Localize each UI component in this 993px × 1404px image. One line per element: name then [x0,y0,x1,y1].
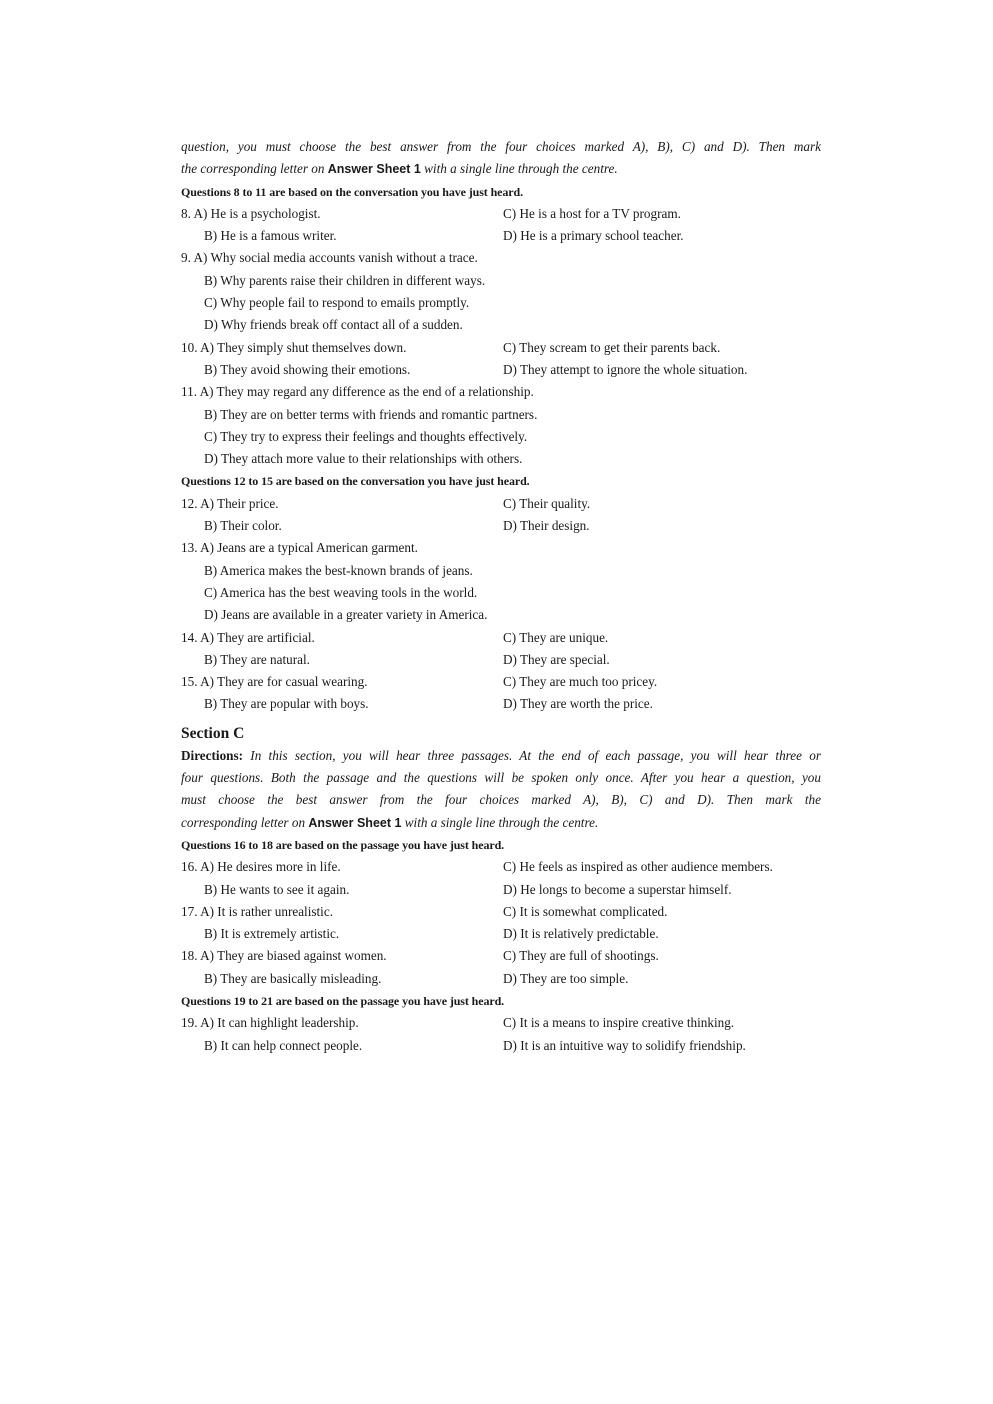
option-d: D) He is a primary school teacher. [503,228,684,244]
option-a: A) Why social media accounts vanish without a trace. [193,250,478,266]
question-17-row-1 [181,901,821,923]
question-18-row-1 [181,945,821,967]
answer-sheet-label: Answer Sheet 1 [308,815,402,830]
question-17-row-2 [181,923,821,945]
option-b: B) Their color. [204,518,282,534]
exam-page [181,136,821,1057]
question-8-row-1 [181,203,821,225]
section-c-title: Section C [181,724,245,742]
option-c: C) It is somewhat complicated. [503,903,668,919]
option-c: C) They are unique. [503,629,609,645]
question-13-row-1 [181,537,821,559]
question-11-row-1 [181,381,821,403]
option-b: B) He wants to see it again. [204,881,350,897]
directions-text-1: In this section, you will hear three passages. At the end of each passage, you will hear three or [250,747,821,763]
question-number: 15. [181,674,198,690]
answer-sheet-label: Answer Sheet 1 [327,162,421,177]
question-13-option-b: B) America makes the best-known brands of jeans. [204,562,473,578]
question-9-option-c: C) Why people fail to respond to emails promptly. [204,295,470,311]
question-number: 10. [181,339,198,355]
directions-line-4 [181,812,821,834]
question-10-row-1 [181,337,821,359]
option-d: D) They are special. [503,651,610,667]
option-c: C) He feels as inspired as other audience members. [503,859,773,875]
question-number: 8. [181,205,191,221]
question-9-row-1 [181,247,821,269]
option-c: C) They scream to get their parents back. [503,339,721,355]
question-9-option-b: B) Why parents raise their children in different ways. [204,272,486,288]
directions-line-3: must choose the best answer from the four choices marked A), B), C) and D). Then mark the [181,792,821,808]
option-d: D) Their design. [503,518,590,534]
question-12-row-1 [181,493,821,515]
question-16-row-1 [181,856,821,878]
option-d: D) He longs to become a superstar himself. [503,881,732,897]
question-number: 13. [181,540,198,556]
question-number: 16. [181,859,198,875]
question-14-row-2 [181,649,821,671]
option-b: B) It is extremely artistic. [204,926,340,942]
option-a: A) It is rather unrealistic. [200,903,333,919]
option-b: B) They are natural. [204,651,310,667]
question-8-row-2 [181,225,821,247]
option-a: A) They are artificial. [200,629,315,645]
option-a: A) They may regard any difference as the end of a relationship. [199,384,534,400]
option-c: C) They are full of shootings. [503,948,659,964]
group-heading: Questions 16 to 18 are based on the passage you have just heard. [181,837,505,852]
option-d: D) It is an intuitive way to solidify friendship. [503,1037,746,1053]
question-11-option-d: D) They attach more value to their relationships with others. [204,451,523,467]
option-b: B) They are popular with boys. [204,696,369,712]
directions-line-4-after: with a single line through the centre. [404,814,599,830]
option-a: A) It can highlight leadership. [200,1015,359,1031]
question-18-row-2 [181,968,821,990]
question-number: 17. [181,903,198,919]
option-a: A) Their price. [200,495,279,511]
question-11-option-c: C) They try to express their feelings and thoughts effectively. [204,428,528,444]
question-number: 11. [181,384,197,400]
option-b: B) It can help connect people. [204,1037,363,1053]
intro-line-2 [181,158,821,180]
group-heading: Questions 8 to 11 are based on the conversation you have just heard. [181,184,523,199]
question-12-row-2 [181,515,821,537]
question-number: 18. [181,948,198,964]
question-16-row-2 [181,879,821,901]
question-number: 19. [181,1015,198,1031]
option-d: D) They are worth the price. [503,696,653,712]
option-d: D) They attempt to ignore the whole situation. [503,361,748,377]
question-15-row-1 [181,671,821,693]
directions-line-1 [181,745,821,767]
question-19-row-1 [181,1012,821,1034]
option-b: B) They avoid showing their emotions. [204,361,411,377]
option-a: A) They are for casual wearing. [200,674,368,690]
option-c: C) He is a host for a TV program. [503,205,681,221]
option-a: A) He desires more in life. [200,859,341,875]
question-number: 12. [181,495,198,511]
option-a: A) Jeans are a typical American garment. [200,540,418,556]
group-heading: Questions 12 to 15 are based on the conversation you have just heard. [181,474,530,489]
directions-line-2: four questions. Both the passage and the questions will be spoken only once. After you hear a question, you [181,770,821,786]
question-13-option-c: C) America has the best weaving tools in the world. [204,584,478,600]
group-heading: Questions 19 to 21 are based on the passage you have just heard. [181,993,505,1008]
option-a: A) He is a psychologist. [193,205,321,221]
question-number: 9. [181,250,191,266]
directions-line-4-before: corresponding letter on [181,814,306,830]
question-15-row-2 [181,693,821,715]
option-a: A) They are biased against women. [200,948,387,964]
option-c: C) It is a means to inspire creative thinking. [503,1015,735,1031]
intro-line-2-after: with a single line through the centre. [424,161,618,177]
intro-line-1: question, you must choose the best answer from the four choices marked A), B), C) and D). Then mark [181,139,821,154]
option-b: B) They are basically misleading. [204,970,382,986]
question-9-option-d: D) Why friends break off contact all of a sudden. [204,317,463,333]
question-number: 14. [181,629,198,645]
option-b: B) He is a famous writer. [204,228,337,244]
question-14-row-1 [181,627,821,649]
intro-line-2-before: the corresponding letter on [181,161,325,177]
option-d: D) It is relatively predictable. [503,926,659,942]
option-c: C) Their quality. [503,495,591,511]
question-13-option-d: D) Jeans are available in a greater variety in America. [204,607,488,623]
directions-label: Directions: [181,747,244,763]
option-c: C) They are much too pricey. [503,674,658,690]
question-19-row-2 [181,1035,821,1057]
option-d: D) They are too simple. [503,970,629,986]
option-a: A) They simply shut themselves down. [200,339,407,355]
question-11-option-b: B) They are on better terms with friends and romantic partners. [204,406,538,422]
question-10-row-2 [181,359,821,381]
